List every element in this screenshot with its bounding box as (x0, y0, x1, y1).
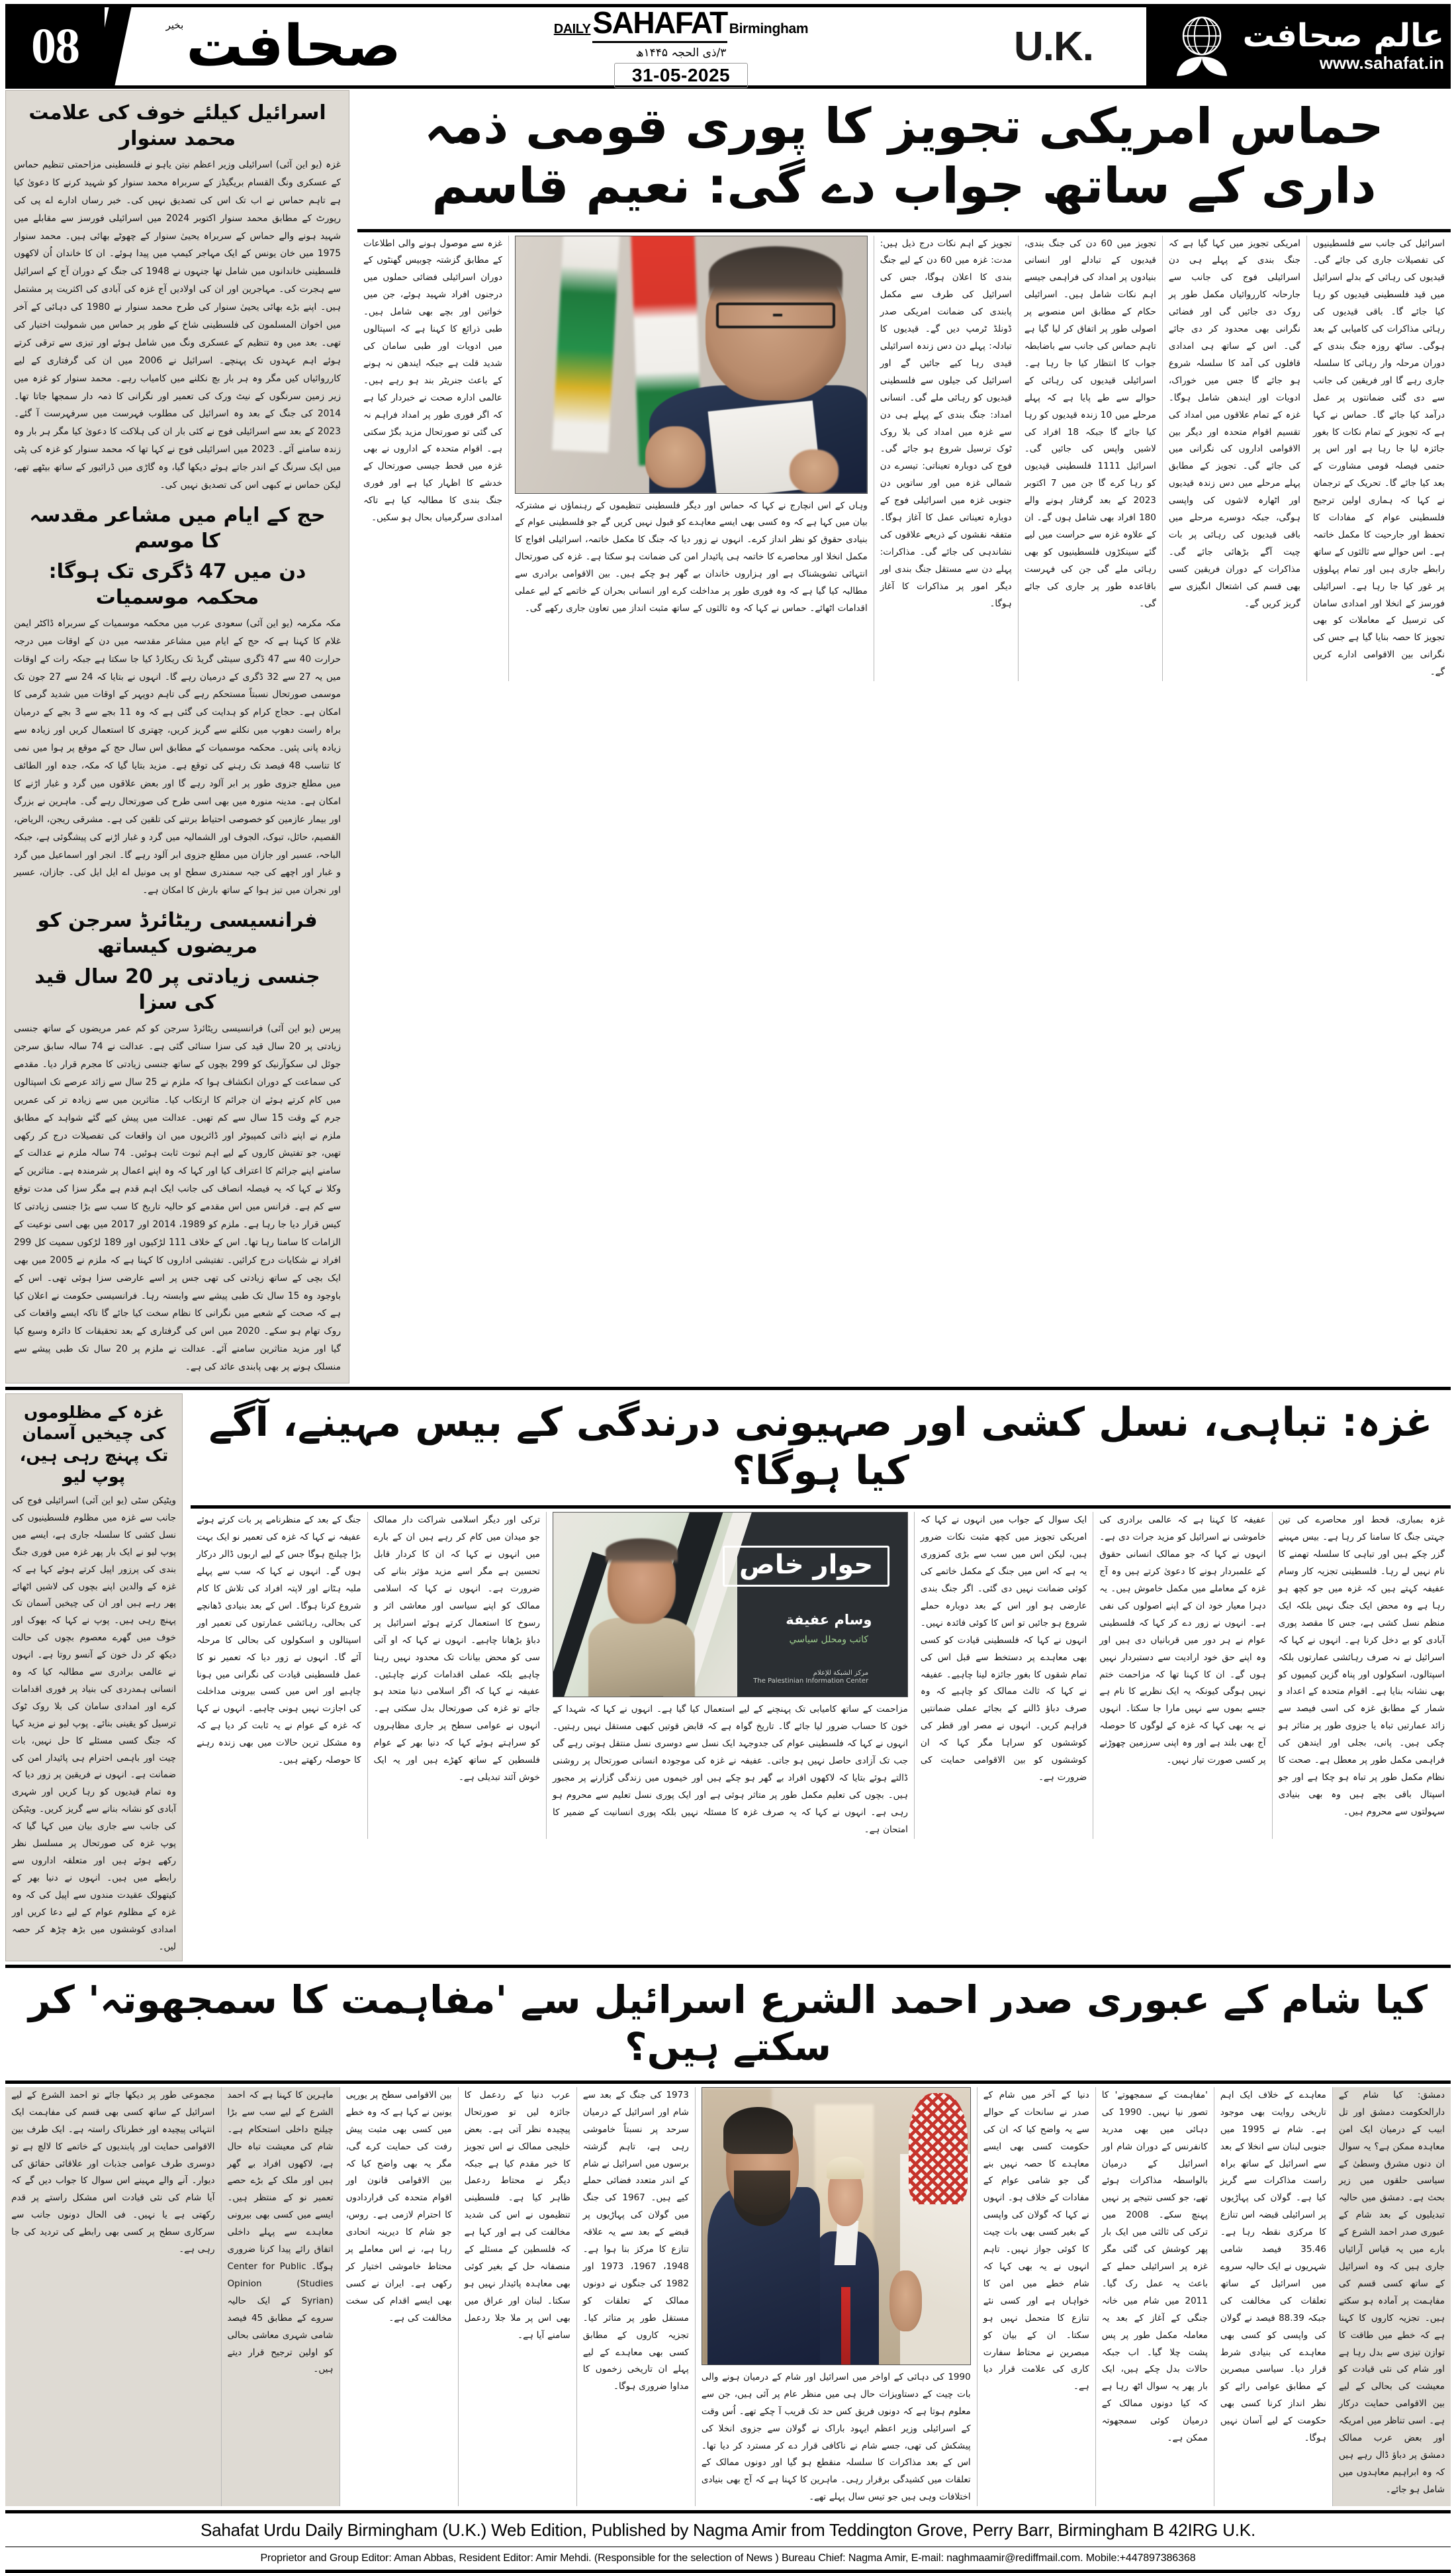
top-section (5, 90, 1451, 1383)
interview-title: حوار خاص (723, 1546, 889, 1587)
interview-graphic (553, 1512, 908, 1697)
pope-sidebox-headline: غزہ کے مظلوموں کی چیخیں آسمان تک پہنچ رہی ہیں، پوپ لیو (19, 1402, 169, 1487)
lead-column-5-text: وہاں کے اس انچارج نے کہا کہ حماس اور دیگر فلسطینی تنظیموں کے رہنماؤں نے مشترکہ بیان میں کہا ہے کہ وہ کسی بھی ایسے معاہدے کو قبول نہیں کریں گے جو فلسطینی عوام کے بنیادی حقوق کو نظر انداز کرے۔ انہوں نے زور دیا کہ جنگ کا مکمل خاتمہ، اسرائیلی افواج کا مکمل انخلا اور محاصرے کا خاتمہ ہی پائیدار امن کی ضمانت ہو سکتا ہے۔ غزہ کی صورتحال انتہائی تشویشناک ہے اور ہزاروں خاندان بے گھر ہو چکے ہیں۔ بین الاقوامی برادری سے مطالبہ کیا گیا ہے کہ وہ فوری طور پر مداخلت کرے اور انسانی بحران کے خاتمے کے لیے عملی اقدامات اٹھائے۔ حماس نے کہا کہ وہ ثالثوں کے ساتھ مثبت انداز میں تعاون جاری رکھے گی۔ (514, 500, 868, 614)
middle-article (187, 1393, 1451, 1961)
masthead-brand-block (1146, 7, 1451, 85)
hamas-official-photo (515, 236, 868, 494)
divider (5, 1965, 1451, 1968)
lead-column-6 (357, 236, 508, 682)
gregorian-date: 31-05-2025 (614, 63, 748, 88)
bottom-article (5, 1971, 1451, 2506)
lead-article (353, 90, 1451, 1383)
bottom-column-10-text: مجموعی طور پر دیکھا جائے تو احمد الشرع کے لیے اسرائیل کے ساتھ کسی بھی قسم کی مفاہمت ایک انتہائی پیچیدہ اور خطرناک راستہ ہے۔ ایک طرف بین الاقوامی حمایت اور پابندیوں کے خاتمے کا لالچ ہے تو دوسری طرف عوامی جذبات اور علاقائی حقائق کی دیوار۔ آنے والے مہینے اس سوال کا جواب دیں گے کہ آیا شام کی نئی قیادت اس مشکل راستے پر قدم رکھتی ہے یا نہیں۔ فی الحال دونوں جانب سے سرکاری سطح پر کسی بھی رابطے کی تردید کی جا رہی ہے۔ (11, 2089, 215, 2255)
lead-headline: حماس امریکی تجویز کا پوری قومی ذمہ داری کے ساتھ جواب دے گی: نعیم قاسم (424, 98, 1384, 215)
sharaa-trump-mbs-photo (702, 2087, 971, 2365)
middle-columns (191, 1512, 1451, 1838)
lead-columns (357, 236, 1451, 682)
sidebar-headline-3-line2: جنسی زیادتی پر 20 سال قید کی سزا (34, 965, 320, 1015)
bottom-column-7 (458, 2087, 576, 2506)
hamas-flag (552, 236, 620, 453)
middle-column-5-text: ترکی اور دیگر اسلامی شراکت دار ممالک جو میدان میں کام کر رہے ہیں ان کے بارے میں انہوں نے کہا کہ ان کا کردار قابل تحسین ہے مگر اسے مزید مؤثر بنانے کی ضرورت ہے۔ انہوں نے کہا کہ اسلامی ممالک کو اپنے سیاسی اور معاشی اثر و رسوخ کا استعمال کرتے ہوئے اسرائیل پر دباؤ بڑھانا چاہیے۔ انہوں نے کہا کہ او آئی سی کو محض بیانات تک محدود نہیں رہنا چاہیے بلکہ عملی اقدامات کرنے چاہئیں۔ عفیفہ نے کہا کہ اگر اسلامی دنیا متحد ہو جائے تو غزہ کی صورتحال بدل سکتی ہے۔ انہوں نے عوامی سطح پر جاری مظاہروں کو سراہتے ہوئے کہا کہ دنیا بھر کے عوام فلسطین کے ساتھ کھڑے ہیں اور یہ ایک خوش آئند تبدیلی ہے۔ (373, 1515, 540, 1783)
middle-column-1-text: غزہ بمباری، قحط اور محاصرے کی تین جہتی جنگ کا سامنا کر رہا ہے۔ بیس مہینے گزر چکے ہیں اور تباہی کا سلسلہ تھمنے کا نام نہیں لے رہا۔ فلسطینی تجزیہ کار وسام عفیفہ کہتے ہیں کہ غزہ میں جو کچھ ہو رہا ہے وہ محض ایک جنگ نہیں بلکہ ایک منظم نسل کشی ہے، جس کا مقصد پوری آبادی کو بے دخل کرنا ہے۔ انہوں نے کہا کہ اسرائیل نے نہ صرف رہائشی عمارتوں بلکہ اسپتالوں، اسکولوں اور پناہ گزین کیمپوں کو بھی نشانہ بنایا ہے۔ اقوام متحدہ کے اعداد و شمار کے مطابق غزہ کی اسی فیصد سے زائد عمارتیں تباہ یا جزوی طور پر متاثر ہو چکی ہیں۔ پانی، بجلی اور ایندھن کی فراہمی مکمل طور پر معطل ہے۔ صحت کا نظام مکمل طور پر تباہ ہو چکا ہے اور جو اسپتال باقی بچے ہیں وہ بھی بنیادی سہولتوں سے محروم ہیں۔ (1278, 1515, 1445, 1817)
urdu-logo-text: صحافت (186, 13, 401, 79)
interview-guest-name: وسام عفيفة (786, 1612, 872, 1628)
divider (5, 2081, 1451, 2084)
lead-column-4 (874, 236, 1018, 682)
bottom-columns (5, 2087, 1451, 2506)
brand-text-block (1242, 17, 1444, 73)
red-tie (841, 2287, 850, 2364)
lead-column-1 (1306, 236, 1451, 682)
masthead-center (401, 7, 961, 85)
sidebar-column (5, 90, 349, 1383)
middle-column-6-text: جنگ کے بعد کے منظرنامے پر بات کرتے ہوئے عفیفہ نے کہا کہ غزہ کی تعمیر نو ایک بہت بڑا چیلنج ہوگا جس کے لیے اربوں ڈالر درکار ہوں گے۔ انہوں نے کہا کہ سب سے پہلے ملبہ ہٹانے اور لاپتہ افراد کی تلاش کا کام شروع کرنا ہوگا۔ اس کے بعد بنیادی ڈھانچے کی بحالی، رہائشی عمارتوں کی تعمیر اور اسپتالوں و اسکولوں کی بحالی کا مرحلہ آئے گا۔ انہوں نے زور دیا کہ تعمیر نو کا عمل فلسطینی قیادت کی نگرانی میں ہونا چاہیے اور اس میں کسی بیرونی مداخلت کی اجازت نہیں ہونی چاہیے۔ انہوں نے کہا کہ غزہ کے عوام نے یہ ثابت کر دیا ہے کہ وہ مشکل ترین حالات میں بھی زندہ رہنے کا حوصلہ رکھتے ہیں۔ (197, 1515, 361, 1766)
masthead (5, 4, 1451, 89)
urdu-logo (123, 7, 401, 85)
masthead-title-row (554, 5, 809, 43)
bottom-column-9-text: ماہرین کا کہنا ہے کہ احمد الشرع کے لیے سب سے بڑا چیلنج داخلی استحکام ہے۔ شام کی معیشت تباہ حال ہے، لاکھوں افراد بے گھر ہیں اور ملک کے بڑے حصے تعمیر نو کے منتظر ہیں۔ ایسے میں کسی بھی بیرونی معاہدے سے پہلے داخلی اتفاق رائے پیدا کرنا ضروری ہوگا۔ Center for Public Opinion (Studies Syrian) کے ایک حالیہ سروے کے مطابق 45 فیصد شامی شہری معاشی بحالی کو اولین ترجیح قرار دیتے ہیں۔ (227, 2089, 334, 2375)
bottom-photo-column (695, 2087, 977, 2506)
sidebar-headline-1: اسرائیل کیلئے خوف کی علامت محمد سنوار (28, 101, 326, 150)
globe-leaves-icon (1165, 9, 1239, 83)
sidebar-body-3: پیرس (یو این آئی) فرانسیسی ریٹائرڈ سرجن کو کم عمر مریضوں کے ساتھ جنسی زیادتی پر 20 سال قید کی سزا سنائی گئی ہے۔ عدالت نے 74 سالہ سابق سرجن جوئل لی سکوآرنیک کو 299 بچوں کے ساتھ جنسی زیادتی کا مجرم قرار دیا۔ مقدمے کی سماعت کے دوران انکشاف ہوا کہ ملزم نے 25 سال سے زائد عرصے تک اسپتالوں میں کام کرتے ہوئے ان جرائم کا ارتکاب کیا۔ متاثرین میں سے زیادہ تر کی عمریں جرم کے وقت 15 سال سے کم تھیں۔ عدالت میں پیش کیے گئے شواہد کے مطابق ملزم نے اپنے ذاتی کمپیوٹر اور ڈائریوں میں ان واقعات کی تفصیلات درج کر رکھی تھیں، جو تفتیش کاروں کے لیے اہم ثبوت ثابت ہوئیں۔ 74 سالہ ملزم نے عدالت کے سامنے اپنے جرائم کا اعتراف کیا اور کہا کہ وہ اپنے اعمال پر شرمندہ ہے۔ متاثرین کے وکلا نے کہا کہ یہ فیصلہ انصاف کی جانب ایک اہم قدم ہے مگر سزا کی مدت توقع سے کم ہے۔ فرانس میں اس مقدمے کو حالیہ تاریخ کا سب سے بڑا جنسی زیادتی کا کیس قرار دیا جا رہا ہے۔ ملزم کو 1989، 2014 اور 2017 میں بھی اسی نوعیت کے الزامات کا سامنا رہا تھا۔ اس کے خلاف 111 لڑکیوں اور 189 لڑکوں سمیت کل 299 افراد نے شکایات درج کرائیں۔ تفتیشی اداروں کا کہنا ہے کہ ملزم نے 2005 میں بھی ایک بچی کے ساتھ زیادتی کی تھی جس پر اسے عارضی سزا ہوئی تھی۔ اس کے باوجود وہ 15 سال تک طبی پیشے سے وابستہ رہا۔ فرانسیسی حکومت نے اعلان کیا ہے کہ صحت کے شعبے میں نگرانی کا نظام سخت کیا جائے گا تاکہ ایسے واقعات کی روک تھام ہو سکے۔ 2020 میں اس کی گرفتاری کے بعد تحقیقات کا دائرہ وسیع کیا گیا اور مزید متاثرین سامنے آئے۔ عدالت نے ملزم پر 20 سال تک طبی پیشے سے منسلک ہونے پر بھی پابندی عائد کی ہے۔ (14, 1023, 341, 1373)
bottom-column-10 (5, 2087, 220, 2506)
edition-label: U.K. (1014, 23, 1093, 70)
website-url[interactable]: www.sahafat.in (1319, 52, 1444, 73)
pope-sidebox-body: ویٹیکن سٹی (یو این آئی) اسرائیلی فوج کی جانب سے غزہ میں مظلوم فلسطینیوں کی نسل کشی کا سلسلہ جاری ہے، ایسے میں پوپ لیو نے ایک بار پھر غزہ میں فوری جنگ بندی کی پرزور اپیل کرتے ہوئے کہا ہے کہ غزہ کے والدین اپنے بچوں کی لاشیں اٹھائے پھر رہے ہیں اور ان کی چیخیں آسمان تک پہنچ رہی ہیں۔ پوپ نے کہا کہ بھوک اور خوف میں گھرے معصوم بچوں کی حالت دیکھ کر دل خون کے آنسو روتا ہے۔ انہوں نے عالمی برادری سے مطالبہ کیا کہ وہ انسانی ہمدردی کی بنیاد پر فوری اقدامات کرے اور امدادی سامان کی بلا روک ٹوک ترسیل کو یقینی بنائے۔ پوپ لیو نے مزید کہا کہ جنگ کسی مسئلے کا حل نہیں، بات چیت اور باہمی احترام ہی پائیدار امن کی ضمانت ہے۔ انہوں نے فریقین پر زور دیا کہ وہ تمام قیدیوں کو رہا کریں اور شہری آبادی کو نشانہ بنانے سے گریز کریں۔ ویٹیکن کی جانب سے جاری بیان میں کہا گیا کہ پوپ غزہ کی صورتحال پر مسلسل نظر رکھے ہوئے ہیں اور متعلقہ اداروں سے رابطے میں ہیں۔ انہوں نے دنیا بھر کے کیتھولک عقیدت مندوں سے اپیل کی کہ وہ غزہ کے مظلوم عوام کے لیے دعا کریں اور امدادی کوششوں میں بڑھ چڑھ کر حصہ لیں۔ (12, 1495, 176, 1952)
alam-sahafat-label: عالم صحافت (1242, 17, 1444, 54)
sidebar-headline-2-line1: حج کے ایام میں مشاعر مقدسہ کا موسم (29, 503, 326, 553)
middle-photo-column (546, 1512, 914, 1838)
bottom-column-3-text: 'مفاہمت کے سمجھوتے' کا تصور نیا نہیں۔ 1990 کی دہائی میں بھی مدرید کانفرنس کے دوران شام اور اسرائیل کے درمیان بالواسطہ مذاکرات ہوئے تھے، جو کسی نتیجے پر نہیں پہنچ سکے۔ 2008 میں ترکی کی ثالثی میں ایک بار پھر کوشش کی گئی مگر غزہ پر اسرائیلی حملے کے باعث یہ عمل رک گیا۔ 2011 میں شام میں خانہ جنگی کے آغاز کے بعد یہ معاملہ مکمل طور پر پس پشت چلا گیا۔ اب جبکہ حالات بدل چکے ہیں، ایک بار پھر یہ سوال اٹھ رہا ہے کہ کیا دونوں ممالک کے درمیان کوئی سمجھوتہ ممکن ہے۔ (1101, 2089, 1208, 2444)
lead-photo-column (508, 236, 874, 682)
middle-section (5, 1393, 1451, 1961)
bottom-column-4-text: دنیا کے آخر میں شام کے صدر نے سانحات کے حوالے سے یہ واضح کیا کہ ان کی حکومت کسی بھی ایسے معاہدے کا حصہ نہیں بنے گی جو شامی عوام کے مفادات کے خلاف ہو۔ انہوں نے کہا کہ گولان کی واپسی کے بغیر کسی بھی بات چیت کا کوئی جواز نہیں۔ تاہم انہوں نے یہ بھی کہا کہ شام خطے میں امن کا خواہاں ہے اور کسی نئے تنازع کا متحمل نہیں ہو سکتا۔ ان کے بیان کو مبصرین نے محتاط سفارت کاری کی علامت قرار دیا ہے۔ (983, 2089, 1089, 2392)
middle-column-1 (1272, 1512, 1451, 1838)
lead-column-4-text: تجویز کے اہم نکات درج ذیل ہیں: مدت: غزہ میں 60 دن کے لیے جنگ بندی کا اعلان ہوگا، جس کی اسرائیل کی طرف سے مکمل پابندی کی ضمانت امریکی صدر ڈونلڈ ٹرمپ دیں گے۔ قیدیوں کا تبادلہ: پہلے دن دس زندہ اسرائیلی قیدی رہا کیے جائیں گے اور اسرائیل کی جیلوں سے فلسطینی قیدیوں کو رہائی ملے گی۔ انسانی امداد: جنگ بندی کے پہلے ہی دن سے غزہ میں امداد کی بلا روک ٹوک ترسیل شروع ہو جائے گی۔ فوج کی دوبارہ تعیناتی: تیسرے دن شمالی غزہ میں اور ساتویں دن جنوبی غزہ میں اسرائیلی فوج کے دوبارہ تعیناتی عمل کا آغاز ہوگا۔ متفقہ نقشوں کے ذریعے علاقوں کی نشاندہی کی جائے گی۔ مذاکرات: پہلے دن سے مستقل جنگ بندی اور دیگر امور پر مذاکرات کا آغاز ہوگا۔ (880, 238, 1012, 609)
interview-guest-role: كاتب ومحلل سياسي (789, 1634, 869, 1645)
sidebar-body-2: مکہ مکرمہ (یو این آئی) سعودی عرب میں محکمہ موسمیات کے سربراہ ڈاکٹر ایمن غلام کا کہنا ہے کہ حج کے ایام میں مشاعر مقدسہ میں دن کے اوقات میں درجہ حرارت 40 سے 47 ڈگری سینٹی گریڈ تک ریکارڈ کیا جا سکتا ہے جبکہ رات کے اوقات میں یہ 27 سے 32 ڈگری کے درمیان رہے گا۔ انہوں نے بتایا کہ 24 سے 27 جون تک موسمی صورتحال نسبتاً مستحکم رہے گی تاہم دوپہر کے اوقات میں شدید گرمی کا امکان ہے۔ حجاج کرام کو ہدایت کی گئی ہے کہ وہ 11 بجے سے 3 بجے کے درمیان براہ راست دھوپ میں نکلنے سے گریز کریں، چھتری کا استعمال کریں اور زیادہ سے زیادہ پانی پئیں۔ محکمہ موسمیات کے مطابق اس سال حج کے موقع پر ہوا میں نمی کا تناسب 48 فیصد تک رہنے کی توقع ہے۔ مزید بتایا گیا کہ مکہ، جدہ اور الطائف میں مطلع جزوی طور پر ابر آلود رہے گا اور بعض علاقوں میں گرد و غبار اڑنے کا امکان ہے۔ مدینہ منورہ میں بھی اسی طرح کی صورتحال رہے گی۔ ماہرین نے بزرگ اور بیمار عازمین کو خصوصی احتیاط برتنے کی تلقین کی ہے۔ مشرقی ریجن، الریاض، القصیم، حائل، تبوک، الجوف اور الشمالیہ میں گرد و غبار اڑنے کی پیشگوئی ہے، جبکہ الباحہ، عسیر اور جازان میں مطلع جزوی ابر آلود رہے گا۔ انجر اور اسماعیل میں گرد و غبار اور اچھے کی جبہ سمندری سطح او پی مونیل اے ایل ایل کی۔ جازان، عسیر اور نجران میں تیز ہوا کے ساتھ بارش کا امکان ہے۔ (14, 618, 341, 896)
divider (357, 229, 1451, 232)
lead-column-3-text: تجویز میں 60 دن کی جنگ بندی، قیدیوں کے تبادلے اور انسانی بنیادوں پر امداد کی فراہمی جیسے اہم نکات شامل ہیں۔ اسرائیلی حکام کے مطابق اس منصوبے پر اصولی طور پر اتفاق کر لیا گیا ہے تاہم حماس کی جانب سے باضابطہ جواب کا انتظار کیا جا رہا ہے۔ اسرائیلی قیدیوں کی رہائی کے حوالے سے طے پایا ہے کہ پہلے مرحلے میں 10 زندہ قیدیوں کو رہا کیا جائے گا جبکہ 18 افراد کی لاشیں واپس کی جائیں گی۔ اسرائیل 1111 فلسطینی قیدیوں کو رہا کرے گا جن میں 7 اکتوبر 2023 کے بعد گرفتار ہونے والے 180 افراد بھی شامل ہوں گے۔ ان کے علاوہ غزہ سے حراست میں لیے گئے سینکڑوں فلسطینیوں کو بھی رہائی ملے گی جن کی فہرست باقاعدہ طور پر جاری کی جائے گی۔ (1024, 238, 1156, 609)
bottom-column-7-text: عرب دنیا کے ردعمل کا جائزہ لیں تو صورتحال پیچیدہ نظر آتی ہے۔ بعض خلیجی ممالک نے اس تجویز کا خیر مقدم کیا ہے جبکہ دیگر نے محتاط ردعمل ظاہر کیا ہے۔ فلسطینی تنظیموں نے اس کی شدید مخالفت کی ہے اور کہا ہے کہ فلسطین کے مسئلے کے منصفانہ حل کے بغیر کوئی بھی معاہدہ پائیدار نہیں ہو سکتا۔ لبنان اور عراق میں بھی اس پر ملا جلا ردعمل سامنے آیا ہے۔ (464, 2089, 570, 2341)
lead-column-2 (1162, 236, 1306, 682)
interview-logo-ar: مركز الشبكة للإعلام (813, 1669, 869, 1677)
paper-name: SAHAFAT (592, 5, 727, 43)
middle-column-4-text: مزاحمت کے ساتھ کامیابی تک پہنچنے کے لیے استعمال کیا گیا ہے۔ انہوں نے کہا کہ شہدا کے خون کا حساب ضرور لیا جائے گا۔ تاریخ گواہ ہے کہ قابض قوتیں کبھی مستقل نہیں رہتیں۔ انہوں نے کہا کہ فلسطینی عوام کی جدوجہد ایک نسل سے دوسری نسل منتقل ہوتی رہے گی جب تک آزادی حاصل نہیں ہو جاتی۔ عفیفہ نے غزہ کی موجودہ انسانی صورتحال پر روشنی ڈالتے ہوئے بتایا کہ لاکھوں افراد بے گھر ہو چکے ہیں اور خیموں میں زندگی گزارنے پر مجبور ہیں۔ بچوں کی تعلیم مکمل طور پر متاثر ہوئی ہے اور ایک پوری نسل تعلیم سے محروم ہو رہی ہے۔ انہوں نے کہا کہ یہ صرف غزہ کا مسئلہ نہیں بلکہ پوری انسانیت کے ضمیر کا امتحان ہے۔ (552, 1704, 908, 1835)
bottom-column-3 (1095, 2087, 1214, 2506)
bottom-column-6 (576, 2087, 695, 2506)
urdu-logo-subtext: بخیر (165, 19, 184, 31)
bottom-column-1-text: دمشق: کیا شام کے دارالحکومت دمشق اور تل ابیب کے درمیان ایک امن معاہدہ ممکن ہے؟ یہ سوال ان دنوں مشرق وسطیٰ کے سیاسی حلقوں میں زیر بحث ہے۔ دمشق میں حالیہ تبدیلیوں کے بعد شام کے عبوری صدر احمد الشرع کے بارے میں یہ قیاس آرائیاں جاری ہیں کہ وہ اسرائیل کے ساتھ کسی قسم کی مفاہمت پر آمادہ ہو سکتے ہیں۔ تجزیہ کاروں کا کہنا ہے کہ خطے میں طاقت کا توازن تیزی سے بدل رہا ہے اور شام کی نئی قیادت کو معیشت کی بحالی کے لیے بین الاقوامی حمایت درکار ہے۔ اسی تناظر میں امریکہ اور بعض عرب ممالک دمشق پر دباؤ ڈال رہے ہیں کہ وہ ابراہیم معاہدوں میں شامل ہو جائے۔ (1338, 2089, 1445, 2495)
page-number: 08 (5, 7, 105, 85)
bottom-column-2 (1214, 2087, 1332, 2506)
sidebar-headline-2-line2: دن میں 47 ڈگری تک ہوگا: محکمہ موسمیات (48, 559, 306, 609)
pope-sidebox (5, 1393, 183, 1961)
sidebar-body-1: غزہ (یو این آئی) اسرائیلی وزیر اعظم نیتن یاہو نے فلسطینی مزاحمتی تنظیم حماس کے عسکری ونگ القسام بریگیڈز کے سربراہ محمد سنوار کو شہید کرنے کا دعویٰ کیا ہے تاہم حماس نے اب تک اس کی تصدیق نہیں کی۔ خبر رساں ادارے اے پی کی رپورٹ کے مطابق محمد سنوار اکتوبر 2024 میں اسرائیلی فورسز سے مقابلے میں شہید ہونے والے حماس کے سربراہ یحییٰ سنوار کے چھوٹے بھائی ہیں۔ محمد سنوار 1975 میں خان یونس کے ایک مہاجر کیمپ میں پیدا ہوئے۔ ان کا خاندان اُن لاکھوں فلسطینی خاندانوں میں شامل تھا جنہوں نے 1948 کی جنگ کے دوران آج کے اسرائیل سے ہجرت کی۔ مہاجرین اور ان کی اولادیں آج غزہ کی آبادی کی اکثریت پر مشتمل ہیں۔ اپنے بڑے بھائی یحییٰ سنوار کی طرح محمد سنوار نے 1980 کی دہائی کے آخر میں اخوان المسلمون کی فلسطینی شاخ کے طور پر حماس میں شمولیت اختیار کی تھی۔ بعد میں وہ تنظیم کے عسکری ونگ میں شامل ہوئے اور تیزی سے ترقی کرتے ہوئے اہم عہدوں تک پہنچے۔ اسرائیل نے 2006 میں ان کی گرفتاری کے لیے کارروائیاں کیں مگر وہ ہر بار بچ نکلنے میں کامیاب رہے۔ محمد سنوار کو غزہ میں زیر زمین سرنگوں کے نیٹ ورک کی تعمیر اور نگرانی کا ذمہ دار سمجھا جاتا تھا۔ 2014 کی جنگ کے بعد وہ اسرائیل کی مطلوب فہرست میں سرفہرست آ گئے۔ 2023 کے بعد سے اسرائیلی فوج نے کئی بار ان کی ہلاکت کا دعویٰ کیا مگر ہر بار وہ زندہ سامنے آئے۔ 2023 میں اسرائیلی فوج نے کہا تھا کہ محمد سنوار کو غزہ کی پٹی میں ایک سرنگ کے اندر جاتے ہوئے دیکھا گیا، وہ گاڑی میں ڈرائیور کے ساتھ بیٹھے تھے، لیکن حماس نے کبھی اس کی تصدیق نہیں کی۔ (14, 160, 341, 491)
sidebar-headline-3-line1: فرانسیسی ریٹائرڈ سرجن کو مریضوں کیساتھ (37, 909, 318, 959)
city-label: Birmingham (729, 21, 809, 36)
divider (5, 1387, 1451, 1390)
middle-column-3 (914, 1512, 1093, 1838)
bottom-column-5-text: 1990 کی دہائی کے اواخر میں اسرائیل اور شام کے درمیان ہونے والی بات چیت کے دستاویزات حال ہی میں منظر عام پر آئی ہیں، جن سے معلوم ہوتا ہے کہ دونوں فریق کس حد تک قریب آ چکے تھے۔ اُس وقت کے اسرائیلی وزیر اعظم ایہود باراک نے گولان سے جزوی انخلا کی پیشکش کی تھی، جسے شام نے ناکافی قرار دے کر مسترد کر دیا تھا۔ اس کے بعد مذاکرات کا سلسلہ منقطع ہو گیا اور دونوں ممالک کے تعلقات میں کشیدگی برقرار رہی۔ ماہرین کا کہنا ہے کہ آج بھی بنیادی اختلافات وہی ہیں جو تیس سال پہلے تھے۔ (701, 2371, 971, 2503)
page-footer (5, 2510, 1451, 2573)
bottom-column-8-text: بین الاقوامی سطح پر یورپی یونین نے کہا ہے کہ وہ خطے میں کسی بھی مثبت پیش رفت کی حمایت کرے گی، مگر یہ بھی واضح کیا کہ بین الاقوامی قانون اور اقوام متحدہ کی قراردادوں کا احترام لازمی ہے۔ روس، جو شام کا دیرینہ اتحادی رہا ہے، نے اس معاملے پر محتاط خاموشی اختیار کر رکھی ہے۔ ایران نے کسی بھی ایسے اقدام کی سخت مخالفت کی ہے۔ (345, 2089, 452, 2323)
bottom-column-1 (1332, 2087, 1451, 2506)
bottom-column-4 (977, 2087, 1095, 2506)
middle-headline: غزہ: تباہی، نسل کشی اور صہیونی درندگی کے بیس مہینے، آگے کیا ہوگا؟ (208, 1399, 1433, 1495)
lead-column-1-text: اسرائیل کی جانب سے فلسطینیوں کی تفصیلات جاری کی جائے گی۔ قیدیوں کی رہائی کے بدلے اسرائیل میں قید فلسطینی قیدیوں کو رہا کیا جائے گا۔ باقی قیدیوں کی رہائی مذاکرات کی کامیابی کے بعد ہوگی۔ ساٹھ روزہ جنگ بندی کے دوران مرحلہ وار رہائی کا سلسلہ جاری رہے گا اور فریقین کی جانب سے دی گئی ضمانتوں پر عمل درآمد کیا جائے گا۔ حماس نے کہا ہے کہ تجویز کے تمام نکات کا بغور جائزہ لیا جا رہا ہے اور اس پر حتمی فیصلہ قومی مشاورت کے بعد کیا جائے گا۔ تحریک کے ترجمان نے کہا کہ ہماری اولین ترجیح فلسطینی عوام کے مفادات کا تحفظ اور جارحیت کا مکمل خاتمہ ہے۔ اس حوالے سے ثالثوں کے ساتھ رابطے جاری ہیں اور تمام پہلوؤں پر غور کیا جا رہا ہے۔ اسرائیلی فورسز کے انخلا اور امدادی سامان کی ترسیل کے معاملات کو بھی تجویز کا حصہ بنایا گیا ہے جس کی نگرانی بین الاقوامی ادارے کریں گے۔ (1312, 238, 1445, 678)
middle-column-2 (1093, 1512, 1271, 1838)
bottom-column-8 (340, 2087, 458, 2506)
glasses-icon (716, 303, 835, 328)
lead-column-3 (1018, 236, 1162, 682)
hijri-date: ۳/ذی الحجہ ۱۴۴۵ھ (635, 46, 727, 60)
bottom-column-6-text: 1973 کی جنگ کے بعد سے شام اور اسرائیل کے درمیان سرحد پر نسبتاً خاموشی رہی ہے، تاہم گزشتہ برسوں میں اسرائیل نے شام کے اندر متعدد فضائی حملے کیے ہیں۔ 1967 کی جنگ میں گولان کی پہاڑیوں پر قبضے کے بعد سے یہ علاقہ تنازع کا مرکز بنا ہوا ہے۔ 1948، 1967، 1973 اور 1982 کی جنگوں نے دونوں ممالک کے تعلقات کو مستقل طور پر متاثر کیا۔ تجزیہ کاروں کے مطابق کسی بھی معاہدے کے لیے پہلے ان تاریخی زخموں کا مداوا ضروری ہوگا۔ (582, 2089, 689, 2392)
middle-column-6 (191, 1512, 367, 1838)
divider (191, 1505, 1451, 1509)
middle-column-5 (367, 1512, 546, 1838)
interview-source-logo (753, 1669, 868, 1686)
keffiyeh (909, 2093, 968, 2204)
lead-column-6-text: غزہ سے موصول ہونے والی اطلاعات کے مطابق گزشتہ چوبیس گھنٹوں کے دوران اسرائیلی فضائی حملوں میں درجنوں افراد شہید ہوئے، جن میں خواتین اور بچے بھی شامل ہیں۔ طبی ذرائع کا کہنا ہے کہ اسپتالوں میں ادویات اور طبی سامان کی شدید قلت ہے جبکہ ایندھن نہ ہونے کے باعث جنریٹر بند ہو رہے ہیں۔ عالمی ادارہ صحت نے خبردار کیا ہے کہ اگر فوری طور پر امداد فراہم نہ کی گئی تو صورتحال مزید بگڑ سکتی ہے۔ اقوام متحدہ کے اداروں نے بھی غزہ میں قحط جیسی صورتحال کے خدشے کا اظہار کیا ہے اور فوری جنگ بندی کا مطالبہ کیا ہے تاکہ امدادی سرگرمیاں بحال ہو سکیں۔ (363, 238, 502, 524)
bottom-headline: کیا شام کے عبوری صدر احمد الشرع اسرائیل سے 'مفاہمت کا سمجھوتہ' کر سکتے ہیں؟ (28, 1977, 1428, 2070)
daily-label: DAILY (553, 22, 591, 36)
middle-column-3-text: ایک سوال کے جواب میں انہوں نے کہا کہ امریکی تجویز میں کچھ مثبت نکات ضرور ہیں، لیکن اس میں سب سے بڑی کمزوری یہ ہے کہ اس میں جنگ کے مکمل خاتمے کی کوئی ضمانت نہیں دی گئی۔ اگر جنگ بندی عارضی ہو اور اس کے بعد دوبارہ حملے شروع ہو جائیں تو اس کا کوئی فائدہ نہیں۔ انہوں نے کہا کہ فلسطینی قیادت کو کسی بھی معاہدے پر دستخط سے قبل اس کی تمام شقوں کا بغور جائزہ لینا چاہیے۔ عفیفہ نے کہا کہ ثالث ممالک کو چاہیے کہ وہ صرف دباؤ ڈالنے کے بجائے عملی ضمانتیں فراہم کریں۔ انہوں نے مصر اور قطر کی کوششوں کو سراہا مگر کہا کہ ان کوششوں کو بین الاقوامی حمایت کی ضرورت ہے۔ (920, 1515, 1087, 1783)
interview-logo-en: The Palestinian Information Center (753, 1677, 869, 1685)
footer-editor-line: Proprietor and Group Editor: Aman Abbas, Resident Editor: Amir Mehdi. (Responsible for the selection of News ) Bureau Chief: Nagma Amir, E-mail: naghmaamir@rediffmail.com. Mobile:+447897386368 (5, 2547, 1451, 2573)
lead-column-2-text: امریکی تجویز میں کہا گیا ہے کہ جنگ بندی کے پہلے ہی دن اسرائیلی فوج کی جانب سے جارحانہ کارروائیاں مکمل طور پر روک دی جائیں گی اور فضائی نگرانی بھی محدود کر دی جائے گی۔ اس کے ساتھ ہی امدادی قافلوں کی آمد کا سلسلہ شروع ہو جائے گا جس میں خوراک، ادویات اور ایندھن شامل ہوگا۔ غزہ کے تمام علاقوں میں امداد کی تقسیم اقوام متحدہ اور دیگر بین الاقوامی اداروں کی نگرانی میں کی جائے گی۔ تجویز کے مطابق پہلے مرحلے میں دس زندہ قیدیوں اور اٹھارہ لاشوں کی واپسی ہوگی، جبکہ دوسرے مرحلے میں باقی قیدیوں کی رہائی پر بات چیت آگے بڑھائی جائے گی۔ مذاکرات کے دوران فریقین کسی بھی قسم کی اشتعال انگیزی سے گریز کریں گے۔ (1168, 238, 1300, 609)
bottom-column-9 (221, 2087, 340, 2506)
middle-column-2-text: عفیفہ کا کہنا ہے کہ عالمی برادری کی خاموشی نے اسرائیل کو مزید جرات دی ہے۔ انہوں نے کہا کہ جو ممالک انسانی حقوق کے علمبردار ہونے کا دعویٰ کرتے ہیں وہ آج غزہ کے معاملے میں مکمل خاموش ہیں۔ یہ دہرا معیار خود ان کے اپنے اصولوں کی نفی ہے۔ انہوں نے زور دے کر کہا کہ فلسطینی عوام نے ہر دور میں قربانیاں دی ہیں اور وہ اپنے حق خود ارادیت سے دستبردار نہیں ہوں گے۔ ان کا کہنا تھا کہ مزاحمت ختم نہیں ہوگی کیونکہ یہ ایک نظریے کا نام ہے جسے بموں سے نہیں مارا جا سکتا۔ انہوں نے یہ بھی کہا کہ غزہ کے لوگوں کا حوصلہ آج بھی بلند ہے اور وہ اپنی سرزمین چھوڑنے پر کسی صورت تیار نہیں۔ (1099, 1515, 1266, 1766)
footer-publisher-line: Sahafat Urdu Daily Birmingham (U.K.) Web Edition, Published by Nagma Amir from Teddington Grove, Perry Barr, Birmingham B 42IRG U.K. (5, 2513, 1451, 2547)
bottom-column-2-text: معاہدے کے خلاف ایک اہم تاریخی روایت بھی موجود ہے۔ شام نے 1995 میں جنوبی لبنان سے انخلا کے بعد سے اسرائیل کے ساتھ براہ راست مذاکرات سے گریز کیا ہے۔ گولان کی پہاڑیوں پر اسرائیلی قبضہ اس تنازع کا مرکزی نقطہ رہا ہے۔ 35.46 فیصد شامی شہریوں نے ایک حالیہ سروے میں اسرائیل کے ساتھ تعلقات کی مخالفت کی جبکہ 88.39 فیصد نے گولان کی واپسی کو کسی بھی معاہدے کی بنیادی شرط قرار دیا۔ سیاسی مبصرین کے مطابق عوامی رائے کو نظر انداز کرنا کسی بھی حکومت کے لیے آسان نہیں ہوگا۔ (1220, 2089, 1326, 2444)
